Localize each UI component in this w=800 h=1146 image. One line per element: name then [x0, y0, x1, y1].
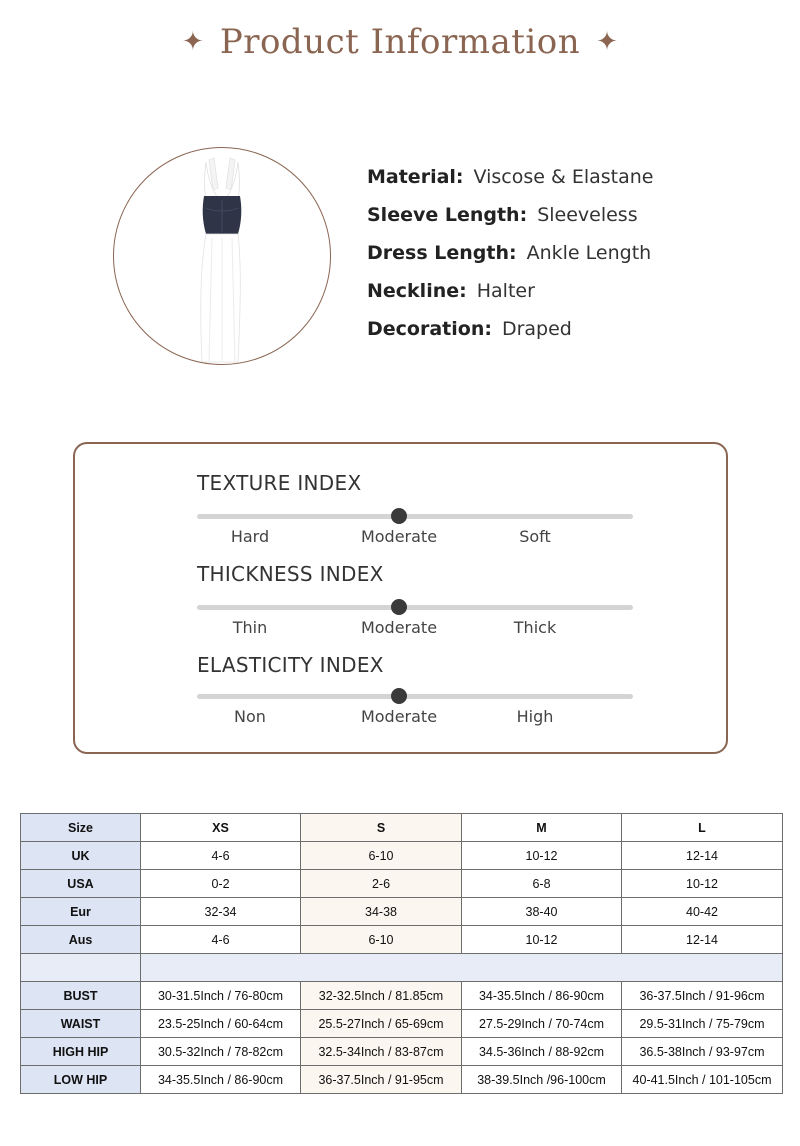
table-row: [21, 842, 783, 870]
scale-label-high: High: [516, 707, 554, 726]
spec-label: Decoration:: [367, 318, 492, 340]
row-header: HIGH HIP: [21, 1038, 141, 1066]
spec-label: Neckline:: [367, 280, 467, 302]
table-cell: 32-34: [141, 898, 301, 926]
table-row: [21, 870, 783, 898]
fabric-index-panel: [73, 442, 728, 754]
table-header-cell: Size: [21, 814, 141, 842]
spec-list: [367, 158, 653, 348]
index-title: THICKNESS INDEX: [197, 562, 384, 586]
index-title: ELASTICITY INDEX: [197, 653, 384, 677]
table-cell: 0-2: [141, 870, 301, 898]
spec-value: Ankle Length: [526, 242, 652, 264]
index-marker: [391, 599, 407, 615]
spec-dress-length: [367, 234, 653, 272]
table-cell: 4-6: [141, 842, 301, 870]
row-header: USA: [21, 870, 141, 898]
scale-label-high: Soft: [519, 527, 551, 546]
table-cell: 38-40: [462, 898, 622, 926]
table-cell: 25.5-27Inch / 65-69cm: [301, 1010, 462, 1038]
table-row: [21, 982, 783, 1010]
row-header: Eur: [21, 898, 141, 926]
table-cell: 12-14: [622, 842, 783, 870]
table-cell: 32-32.5Inch / 81.85cm: [301, 982, 462, 1010]
index-track: [197, 694, 633, 699]
row-header: WAIST: [21, 1010, 141, 1038]
table-cell: 34-38: [301, 898, 462, 926]
table-cell: 30-31.5Inch / 76-80cm: [141, 982, 301, 1010]
spec-sleeve-length: [367, 196, 653, 234]
spec-decoration: [367, 310, 653, 348]
table-row: [21, 1038, 783, 1066]
index-track: [197, 605, 633, 610]
table-cell: 40-41.5Inch / 101-105cm: [622, 1066, 783, 1094]
table-cell: 36.5-38Inch / 93-97cm: [622, 1038, 783, 1066]
spec-value: Draped: [501, 318, 572, 340]
sparkle-icon: ✦: [182, 27, 204, 57]
page-header: [0, 18, 800, 66]
row-header: LOW HIP: [21, 1066, 141, 1094]
spec-label: Dress Length:: [367, 242, 517, 264]
table-cell: 23.5-25Inch / 60-64cm: [141, 1010, 301, 1038]
table-cell: 12-14: [622, 926, 783, 954]
product-image: [113, 147, 331, 365]
table-cell: 2-6: [301, 870, 462, 898]
table-cell: 34-35.5Inch / 86-90cm: [141, 1066, 301, 1094]
index-track: [197, 514, 633, 519]
scale-label-low: Non: [234, 707, 266, 726]
table-cell: 10-12: [462, 842, 622, 870]
scale-label-low: Thin: [232, 618, 268, 637]
row-header: UK: [21, 842, 141, 870]
table-cell: 6-8: [462, 870, 622, 898]
scale-label-mid: Moderate: [360, 527, 438, 546]
table-cell: 34.5-36Inch / 88-92cm: [462, 1038, 622, 1066]
spec-material: [367, 158, 653, 196]
table-header-cell: L: [622, 814, 783, 842]
scale-label-low: Hard: [230, 527, 270, 546]
table-cell: 38-39.5Inch /96-100cm: [462, 1066, 622, 1094]
table-cell: 34-35.5Inch / 86-90cm: [462, 982, 622, 1010]
table-cell: 36-37.5Inch / 91-95cm: [301, 1066, 462, 1094]
spec-neckline: [367, 272, 653, 310]
table-cell: 30.5-32Inch / 78-82cm: [141, 1038, 301, 1066]
thickness-index: [197, 561, 637, 641]
page-title: Product Information: [219, 22, 581, 62]
spec-value: Viscose & Elastane: [473, 166, 654, 188]
spec-value: Halter: [476, 280, 535, 302]
sparkle-icon: ✦: [596, 27, 618, 57]
table-row: [21, 926, 783, 954]
index-marker: [391, 508, 407, 524]
spec-label: Material:: [367, 166, 464, 188]
row-header: Aus: [21, 926, 141, 954]
table-separator-row: [21, 954, 783, 982]
table-header-row: [21, 814, 783, 842]
row-header: BUST: [21, 982, 141, 1010]
scale-label-mid: Moderate: [360, 707, 438, 726]
index-marker: [391, 688, 407, 704]
table-header-cell: XS: [141, 814, 301, 842]
table-cell: 10-12: [622, 870, 783, 898]
separator-cell: [21, 954, 141, 982]
elasticity-index: [197, 652, 637, 732]
table-row: [21, 1010, 783, 1038]
table-cell: 4-6: [141, 926, 301, 954]
table-cell: 40-42: [622, 898, 783, 926]
spec-value: Sleeveless: [537, 204, 638, 226]
table-cell: 6-10: [301, 926, 462, 954]
dress-illustration: [114, 148, 330, 364]
table-cell: 29.5-31Inch / 75-79cm: [622, 1010, 783, 1038]
spec-label: Sleeve Length:: [367, 204, 528, 226]
scale-label-high: Thick: [513, 618, 557, 637]
table-header-cell: M: [462, 814, 622, 842]
table-cell: 32.5-34Inch / 83-87cm: [301, 1038, 462, 1066]
table-cell: 6-10: [301, 842, 462, 870]
table-row: [21, 1066, 783, 1094]
texture-index: [197, 470, 637, 550]
scale-label-mid: Moderate: [360, 618, 438, 637]
table-cell: 10-12: [462, 926, 622, 954]
table-cell: 36-37.5Inch / 91-96cm: [622, 982, 783, 1010]
table-cell: 27.5-29Inch / 70-74cm: [462, 1010, 622, 1038]
index-title: TEXTURE INDEX: [197, 471, 362, 495]
table-header-cell: S: [301, 814, 462, 842]
table-row: [21, 898, 783, 926]
size-chart-table: [20, 813, 783, 1094]
separator-cell: [141, 954, 783, 982]
